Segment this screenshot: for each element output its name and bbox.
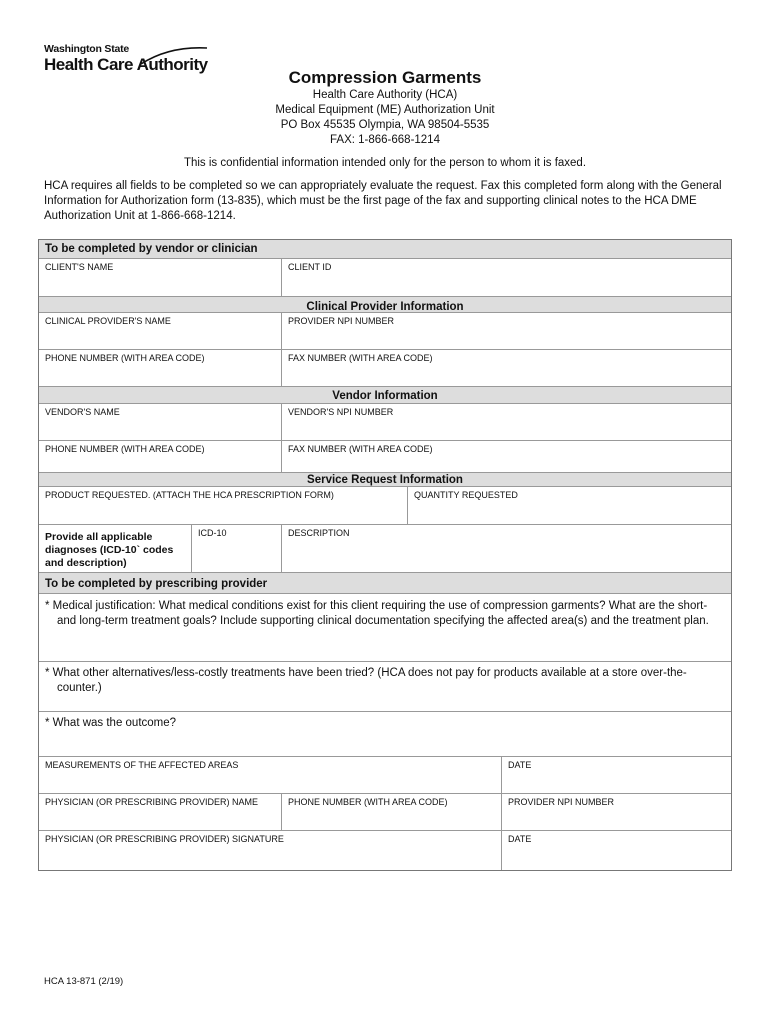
clinical-provider-header: Clinical Provider Information bbox=[39, 297, 731, 313]
service-request-header: Service Request Information bbox=[39, 473, 731, 487]
logo-swoosh-icon bbox=[139, 44, 209, 66]
client-id-label: CLIENT ID bbox=[288, 262, 332, 272]
section-header-vendor: To be completed by vendor or clinician bbox=[39, 240, 731, 259]
fax-field[interactable] bbox=[281, 441, 731, 472]
provider-npi-label: PROVIDER NPI NUMBER bbox=[288, 316, 395, 326]
justification-field[interactable] bbox=[39, 594, 731, 662]
clinical-provider-name-field[interactable] bbox=[39, 313, 281, 349]
product-row bbox=[39, 487, 731, 525]
date-label: DATE bbox=[508, 760, 532, 770]
measurements-label: MEASUREMENTS OF THE AFFECTED AREAS bbox=[45, 760, 239, 770]
date-label: DATE bbox=[508, 834, 532, 844]
clients-name-field[interactable] bbox=[39, 259, 281, 296]
form-title: Compression Garments bbox=[288, 68, 482, 87]
phone-label: PHONE NUMBER (WITH AREA CODE) bbox=[288, 797, 448, 807]
provider-npi-field[interactable] bbox=[281, 313, 731, 349]
phone-label: PHONE NUMBER (WITH AREA CODE) bbox=[45, 353, 205, 363]
product-requested-field[interactable] bbox=[39, 487, 407, 524]
alternatives-field[interactable] bbox=[39, 662, 731, 712]
intro-text: HCA requires all fields to be completed so we can appropriately evaluate the request. Fax this completed form along with the General Information for Authorization form (13-835), which must be the first page of the fax and supporting clinical notes to the HCA DME Authorization Unit at 1-866-668-1214. bbox=[44, 180, 722, 222]
confidential-notice: This is confidential information intended only for the person to whom it is faxed. bbox=[183, 157, 587, 169]
vendors-name-field[interactable] bbox=[39, 404, 281, 440]
fax-label: FAX NUMBER (WITH AREA CODE) bbox=[288, 353, 433, 363]
physician-row bbox=[39, 794, 731, 831]
vendor-row bbox=[39, 404, 731, 441]
description-label: DESCRIPTION bbox=[288, 528, 350, 538]
clinical-provider-row bbox=[39, 313, 731, 350]
vendor-phone-row bbox=[39, 441, 731, 473]
form-table bbox=[38, 239, 732, 871]
logo-line1: Washington State bbox=[44, 43, 130, 55]
quantity-requested-label: QUANTITY REQUESTED bbox=[414, 490, 518, 500]
measurements-field[interactable] bbox=[39, 757, 501, 793]
physician-signature-field[interactable] bbox=[39, 831, 501, 870]
vendor-info-header: Vendor Information bbox=[39, 387, 731, 404]
date-field[interactable] bbox=[501, 757, 731, 793]
provider-npi-label: PROVIDER NPI NUMBER bbox=[508, 797, 615, 807]
client-id-field[interactable] bbox=[281, 259, 731, 296]
vendors-npi-field[interactable] bbox=[281, 404, 731, 440]
address-line: Medical Equipment (ME) Authorization Unit bbox=[275, 104, 495, 116]
address-line: PO Box 45535 Olympia, WA 98504-5535 bbox=[280, 119, 490, 131]
description-field[interactable] bbox=[281, 525, 731, 572]
signature-row bbox=[39, 831, 731, 870]
date-field[interactable] bbox=[501, 831, 731, 870]
phone-field[interactable] bbox=[39, 350, 281, 386]
fax-field[interactable] bbox=[281, 350, 731, 386]
client-row bbox=[39, 259, 731, 297]
justification-question: * Medical justification: What medical conditions exist for this client requiring the use of compression garments? What are the short- and long-term treatment goals? Include supporting clinical documentation specifying the affected area(s) and the treatment plan. bbox=[45, 600, 709, 627]
icd10-label: ICD-10 bbox=[198, 528, 227, 538]
diagnoses-label: Provide all applicable diagnoses (ICD-10` codes and description) bbox=[45, 531, 174, 569]
quantity-requested-field[interactable] bbox=[407, 487, 731, 524]
diagnoses-row bbox=[39, 525, 731, 573]
outcome-field[interactable] bbox=[39, 712, 731, 757]
outcome-question: * What was the outcome? bbox=[45, 717, 177, 729]
vendors-name-label: VENDOR'S NAME bbox=[45, 407, 120, 417]
address-line: Health Care Authority (HCA) bbox=[312, 89, 458, 101]
phone-field[interactable] bbox=[281, 794, 501, 830]
address-line: FAX: 1-866-668-1214 bbox=[330, 134, 440, 146]
phone-field[interactable] bbox=[39, 441, 281, 472]
clients-name-label: CLIENT'S NAME bbox=[45, 262, 114, 272]
logo-line2: Health Care Authority bbox=[44, 55, 208, 74]
form-number: HCA 13-871 (2/19) bbox=[44, 976, 124, 987]
physician-name-label: PHYSICIAN (OR PRESCRIBING PROVIDER) NAME bbox=[45, 797, 259, 807]
provider-npi-field[interactable] bbox=[501, 794, 731, 830]
clinical-phone-row bbox=[39, 350, 731, 387]
measurements-row bbox=[39, 757, 731, 794]
physician-signature-label: PHYSICIAN (OR PRESCRIBING PROVIDER) SIGNATURE bbox=[45, 834, 284, 844]
section-header-prescriber: To be completed by prescribing provider bbox=[39, 573, 731, 594]
clinical-provider-name-label: CLINICAL PROVIDER'S NAME bbox=[45, 316, 171, 326]
phone-label: PHONE NUMBER (WITH AREA CODE) bbox=[45, 444, 205, 454]
physician-name-field[interactable] bbox=[39, 794, 281, 830]
vendors-npi-label: VENDOR'S NPI NUMBER bbox=[288, 407, 394, 417]
fax-label: FAX NUMBER (WITH AREA CODE) bbox=[288, 444, 433, 454]
icd10-field[interactable] bbox=[191, 525, 281, 572]
alternatives-question: * What other alternatives/less-costly treatments have been tried? (HCA does not pay for products available at a store over-the-counter.) bbox=[45, 667, 687, 694]
address-block bbox=[0, 88, 770, 148]
product-requested-label: PRODUCT REQUESTED. (ATTACH THE HCA PRESCRIPTION FORM) bbox=[45, 490, 334, 500]
